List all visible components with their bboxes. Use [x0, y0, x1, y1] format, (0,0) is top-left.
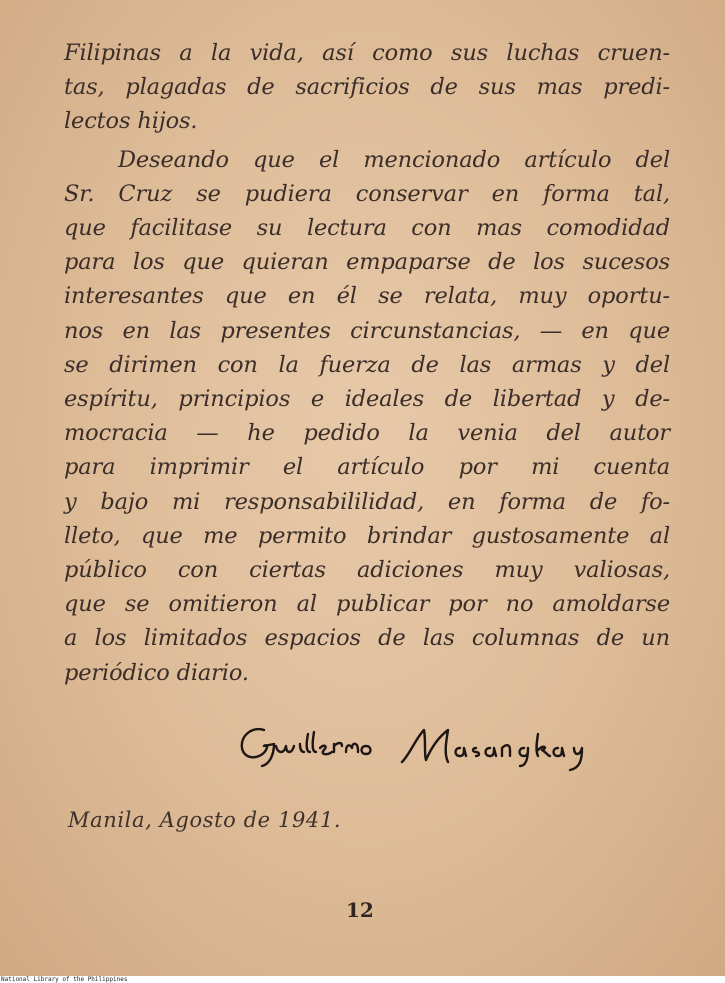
- text-line: mocracia — he pedido la venia del autor: [64, 420, 670, 447]
- text-line: lectos hijos.: [64, 108, 198, 135]
- text-line: tas, plagadas de sacrificios de sus mas predi-: [64, 74, 670, 101]
- text-line: periódico diario.: [64, 659, 249, 686]
- footer-credit: National Library of the Philippines: [1, 976, 128, 983]
- text-line: se dirimen con la fuerza de las armas y del: [64, 351, 670, 378]
- text-line: a los limitados espacios de las columnas de un: [64, 625, 670, 652]
- signature-graphic: [234, 716, 634, 772]
- text-line: espíritu, principios e ideales de libertad y de-: [64, 386, 670, 413]
- place-and-date: Manila, Agosto de 1941.: [68, 808, 342, 832]
- text-line: Filipinas a la vida, así como sus luchas cruen-: [64, 40, 670, 66]
- body-text: [64, 36, 670, 690]
- text-line: lleto, que me permito brindar gustosamente al: [64, 522, 670, 549]
- page-number: 12: [346, 898, 374, 922]
- text-line: para los que quieran empaparse de los sucesos: [64, 249, 670, 276]
- text-line: Sr. Cruz se pudiera conservar en forma tal,: [64, 180, 670, 207]
- text-line: interesantes que en él se relata, muy oportu-: [64, 283, 670, 310]
- text-line: que facilitase su lectura con mas comodidad: [64, 215, 670, 242]
- text-line: y bajo mi responsabililidad, en forma de fo-: [64, 488, 670, 515]
- text-line: nos en las presentes circunstancias, — en que: [64, 317, 670, 344]
- text-line: público con ciertas adiciones muy valiosas,: [64, 557, 670, 584]
- text-line: Deseando que el mencionado artículo del: [118, 146, 670, 173]
- text-line: para imprimir el artículo por mi cuenta: [64, 454, 670, 481]
- text-line: que se omitieron al publicar por no amoldarse: [64, 591, 670, 618]
- handwritten-signature: [234, 716, 634, 772]
